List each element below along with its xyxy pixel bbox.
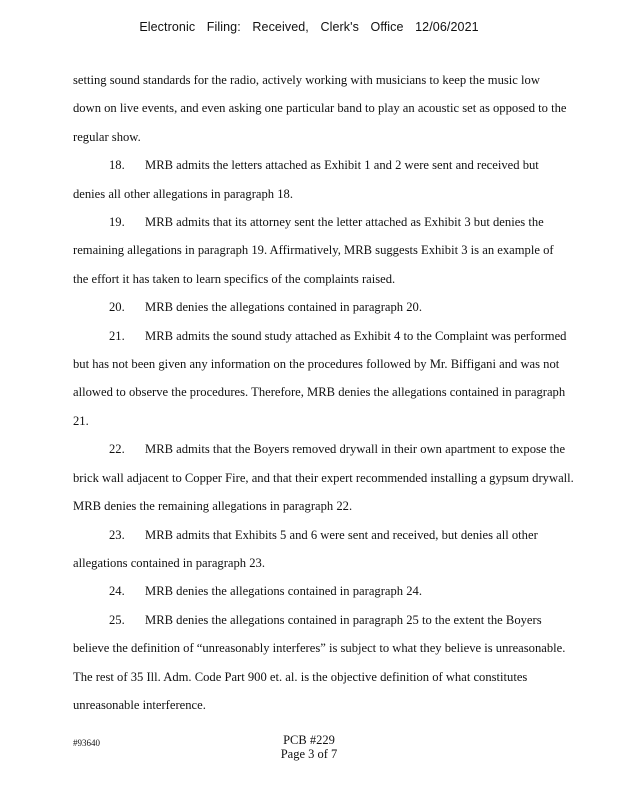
paragraph-25 — [73, 606, 609, 720]
text-span: MRB admits that its attorney sent the letter attached as Exhibit 3 but denies the — [145, 215, 544, 230]
paragraph-18 — [73, 151, 609, 208]
text-line: down on live events, and even asking one particular band to play an acoustic set as opposed to the — [73, 101, 567, 116]
paragraph-number: 23. — [109, 527, 125, 542]
text-line — [73, 435, 609, 463]
text-span: MRB admits the letters attached as Exhibit 1 and 2 were sent and received but — [145, 158, 539, 173]
text-span: MRB admits the sound study attached as Exhibit 4 to the Complaint was performed — [145, 328, 567, 343]
text-line: allegations contained in paragraph 23. — [73, 555, 265, 570]
paragraph-24 — [73, 577, 609, 605]
electronic-filing-stamp: Electronic Filing: Received, Clerk's Office 12/06/2021 — [139, 20, 479, 34]
text-line: remaining allegations in paragraph 19. Affirmatively, MRB suggests Exhibit 3 is an example of — [73, 243, 554, 258]
text-line — [73, 293, 609, 321]
paragraph-number: 19. — [109, 215, 125, 230]
text-span: MRB denies the allegations contained in paragraph 24. — [145, 584, 422, 599]
text-line — [73, 606, 609, 634]
document-body — [73, 66, 609, 719]
text-line: regular show. — [73, 129, 141, 144]
paragraph-22 — [73, 435, 609, 520]
paragraph-number: 20. — [109, 300, 125, 315]
text-line — [73, 322, 609, 350]
text-line: denies all other allegations in paragraph 18. — [73, 186, 293, 201]
text-line — [73, 521, 609, 549]
document-id: #93640 — [73, 738, 100, 748]
text-line: setting sound standards for the radio, actively working with musicians to keep the music low — [73, 73, 540, 87]
text-line — [73, 577, 609, 605]
paragraph-number: 22. — [109, 442, 125, 457]
paragraph-number: 18. — [109, 158, 125, 173]
text-line: the effort it has taken to learn specifics of the complaints raised. — [73, 271, 396, 286]
continuation-paragraph — [73, 66, 609, 151]
paragraph-23 — [73, 521, 609, 578]
page-footer — [0, 733, 618, 761]
text-line: The rest of 35 Ill. Adm. Code Part 900 et. al. is the objective definition of what constitutes — [73, 669, 528, 684]
paragraph-number: 25. — [109, 612, 125, 627]
text-line: allowed to observe the procedures. Therefore, MRB denies the allegations contained in paragraph — [73, 385, 566, 400]
text-line: 21. — [73, 413, 89, 428]
paragraph-19 — [73, 208, 609, 293]
paragraph-number: 24. — [109, 584, 125, 599]
text-line: unreasonable interference. — [73, 697, 206, 712]
text-line: but has not been given any information on the procedures followed by Mr. Biffigani and was not — [73, 357, 560, 372]
case-number: PCB #229 — [283, 733, 335, 747]
paragraph-21 — [73, 322, 609, 436]
text-span: MRB admits that the Boyers removed drywall in their own apartment to expose the — [145, 442, 566, 457]
text-span: MRB admits that Exhibits 5 and 6 were sent and received, but denies all other — [145, 527, 538, 542]
paragraph-number: 21. — [109, 328, 125, 343]
paragraph-20 — [73, 293, 609, 321]
text-line: brick wall adjacent to Copper Fire, and that their expert recommended installing a gypsum drywall. — [73, 470, 574, 485]
text-span: MRB denies the allegations contained in paragraph 20. — [145, 300, 422, 315]
text-line — [73, 151, 609, 179]
text-line: believe the definition of “unreasonably interferes” is subject to what they believe is unreasonable. — [73, 641, 566, 656]
text-span: MRB denies the allegations contained in paragraph 25 to the extent the Boyers — [145, 612, 542, 627]
text-line: MRB denies the remaining allegations in paragraph 22. — [73, 499, 353, 514]
text-line — [73, 208, 609, 236]
page-number: Page 3 of 7 — [280, 747, 338, 761]
